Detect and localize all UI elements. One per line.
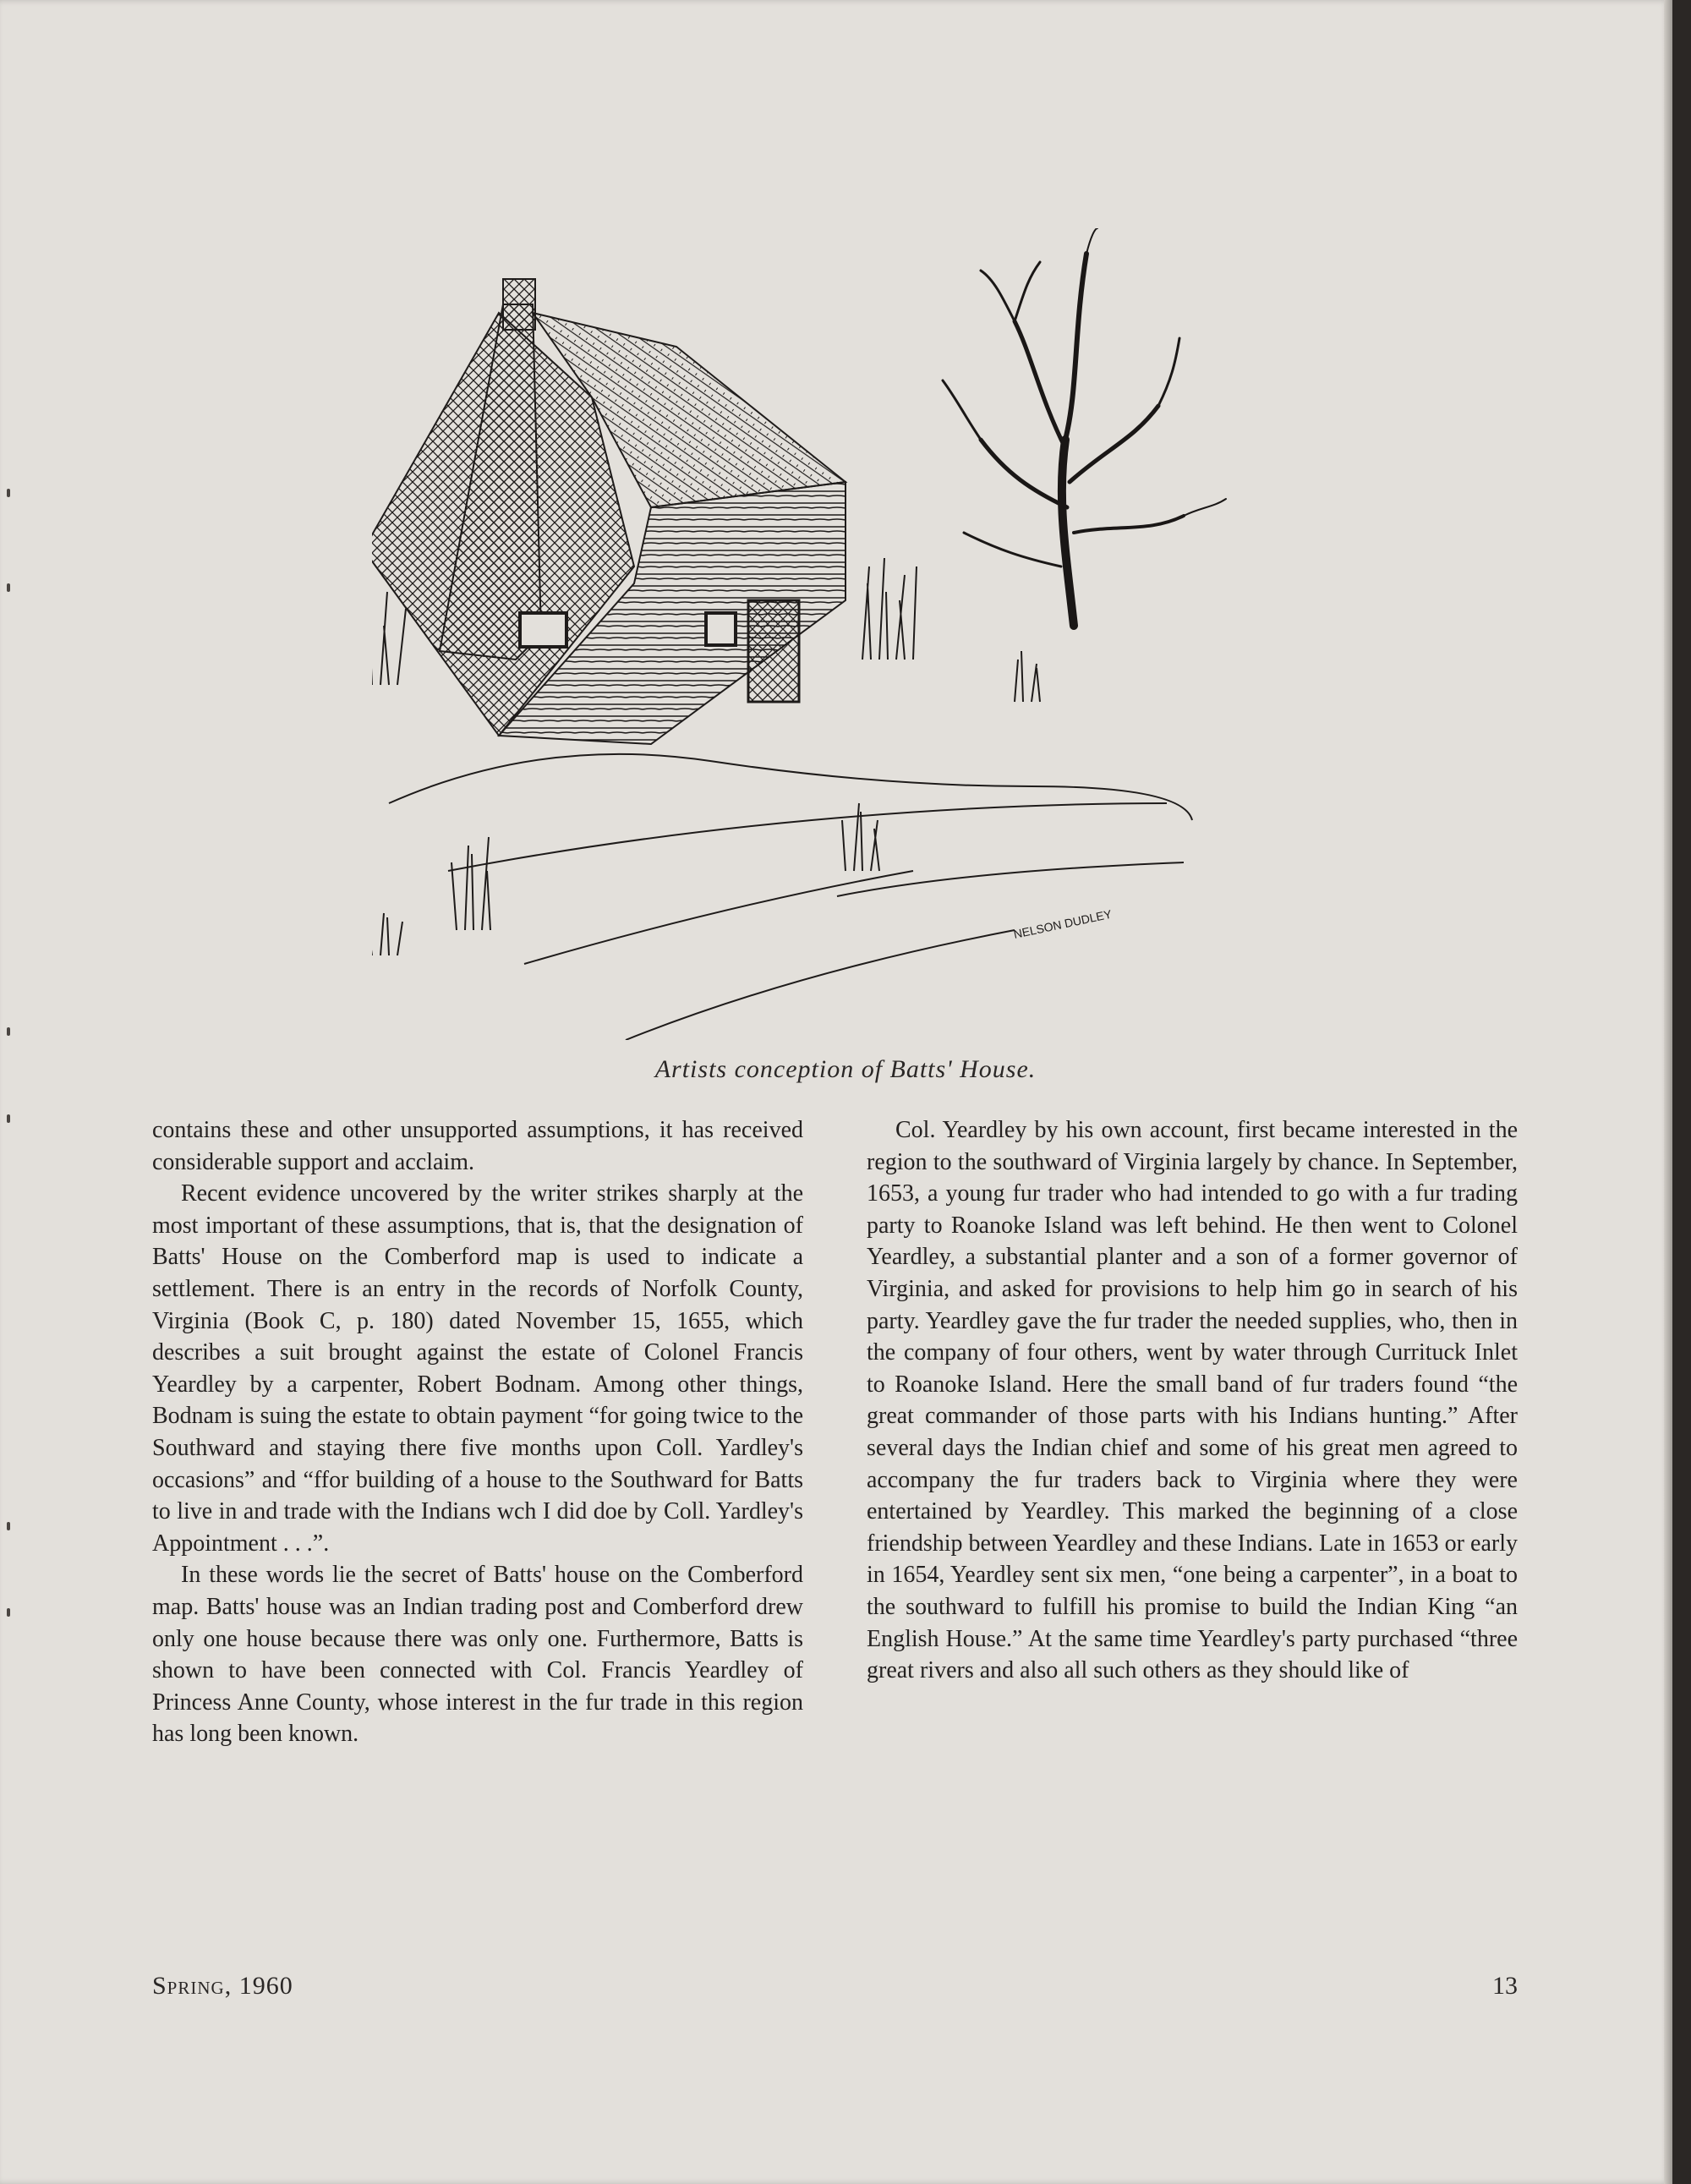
binding-mark	[7, 1608, 10, 1617]
cabin	[372, 279, 846, 744]
left-column	[152, 1114, 803, 1750]
binding-mark	[7, 1027, 10, 1036]
issue-date: Spring, 1960	[152, 1972, 293, 2000]
paragraph: contains these and other unsupported assumptions, it has received considerable support and acclaim.	[152, 1117, 803, 1175]
binding-mark	[7, 1114, 10, 1123]
paragraph: In these words lie the secret of Batts' house on the Comberford map. Batts' house was an Indian trading post and Comberford drew only one house because there was only one. Furthermore, Batts is shown to have been connected with Col. Francis Yeardley of Princess Anne County, whose interest in the fur trade in this region has long been known.	[152, 1562, 803, 1748]
illustration-signature: NELSON DUDLEY	[1012, 906, 1114, 941]
cabin-illustration	[372, 228, 1268, 1040]
image-caption: Artists conception of Batts' House.	[654, 1055, 1037, 1083]
ground-lines	[389, 754, 1192, 1040]
binding-mark	[7, 1522, 10, 1530]
paragraph: Recent evidence uncovered by the writer strikes sharply at the most important of these assumptions, that is, that the designation of Batts' House on the Comberford map is used to indicate a settlement. There is an entry in the records of Norfolk County, Virginia (Book C, p. 180) dated November 15, 1655, which describes a suit brought against the estate of Colonel Francis Yeardley by a carpenter, Robert Bodnam. Among other things, Bodnam is suing the estate to obtain payment “for going twice to the Southward and staying there five months upon Coll. Yardley's occasions” and “ffor building of a house to the Southward for Batts to live in and trade with the Indians wch I did doe by Coll. Yardley's Appointment . . .”.	[152, 1180, 803, 1557]
binding-mark	[7, 583, 10, 592]
paragraph: Col. Yeardley by his own account, first became interested in the region to the southward of Virginia largely by chance. In September, 1653, a young fur trader who had intended to go with a fur trading party to Roanoke Island was left behind. He then went to Colonel Yeardley, a substantial planter and a son of a former governor of Virginia, and asked for provisions to help him go in search of his party. Yeardley gave the fur trader the needed supplies, who, then in the company of four others, went by water through Currituck Inlet to Roanoke Island. Here the small band of fur traders found “the great commander of those parts with his Indians hunting.” After several days the Indian chief and some of his great men agreed to accompany the fur traders back to Virginia where they were entertained by Yeardley. This marked the beginning of a close friendship between Yeardley and these Indians. Late in 1653 or early in 1654, Yeardley sent six men, “one being a carpenter”, in a boat to the southward to fulfill his promise to build the Indian King “an English House.” At the same time Yeardley's party purchased “three great rivers and also all such others as they should like of	[867, 1117, 1518, 1684]
tree	[943, 228, 1226, 626]
binding-mark	[7, 489, 10, 497]
page-edge	[1664, 0, 1672, 2184]
page-number: 13	[1492, 1972, 1518, 2000]
right-column	[867, 1114, 1518, 1687]
